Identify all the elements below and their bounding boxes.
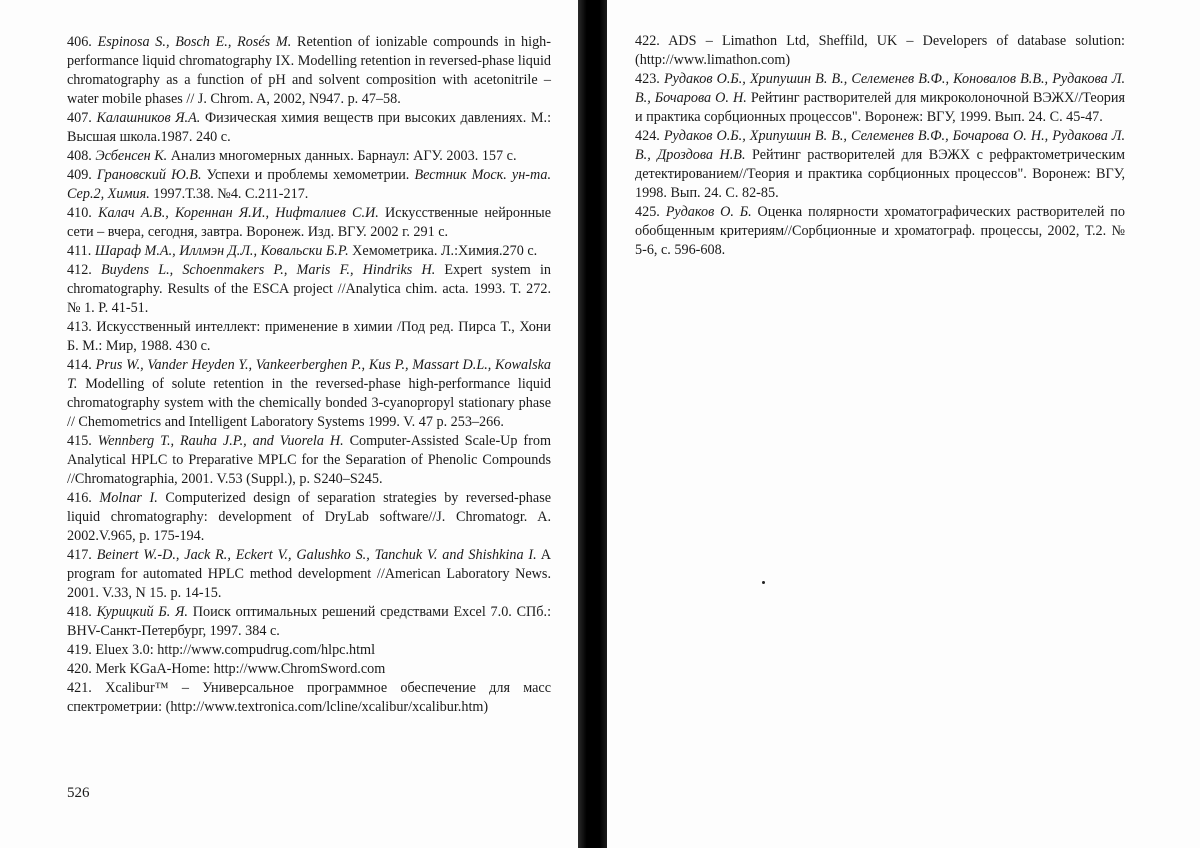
reference-num: 422. — [635, 33, 660, 49]
reference-entry — [67, 660, 551, 679]
reference-authors: Калач А.В., Кореннан Я.И., Нифталиев С.И. — [98, 205, 379, 221]
reference-authors: Курицкий Б. Я. — [96, 604, 188, 620]
reference-text: Хемометрика. Л.:Химия.270 с. — [352, 243, 538, 259]
reference-text: Оценка полярности хроматографических растворителей по обобщенным критериям//Сорбционные и хроматограф. процессы, 2002, Т.2. № 5-6, с. 596-608. — [635, 204, 1125, 258]
reference-entry — [67, 261, 551, 318]
reference-text: Computer-Assisted Scale-Up from Analytical HPLC to Preparative MPLC for the Separation of Phenolic Compounds //Chromatographia, 2001. V.53 (Suppl.), p. S240–S245. — [67, 433, 552, 487]
reference-entry — [67, 356, 551, 432]
reference-num: 412. — [67, 262, 92, 278]
reference-entry — [67, 432, 551, 489]
reference-text: Рейтинг растворителей для ВЭЖХ с рефрактометрическим детектированием//Теория и практика сорбционных процессов". Воронеж: ВГУ, 1998. Вып. 24. С. 82-85. — [635, 147, 1125, 201]
reference-text: Modelling of solute retention in the reversed-phase high-performance liquid chromatography system with the chemically bonded 3-cyanopropyl stationary phase // Chemometrics and Intelligent Laboratory Systems 1999. V. 47 p. 253–266. — [67, 376, 551, 430]
reference-authors: Эсбенсен К. — [95, 148, 168, 164]
reference-entry — [67, 641, 551, 660]
reference-text: Xcalibur™ – Универсальное программное обеспечение для масс спектрометрии: (http://www.textronica.com/lcline/xcalibur/xcalibur.htm) — [67, 680, 551, 715]
reference-num: 415. — [67, 433, 92, 449]
reference-entry — [635, 70, 1125, 127]
reference-num: 406. — [67, 34, 92, 50]
reference-num: 421. — [67, 680, 92, 696]
reference-entry — [67, 318, 551, 356]
reference-text: Искусственные нейронные сети – вчера, сегодня, завтра. Воронеж. Изд. ВГУ. 2002 г. 291 с. — [67, 205, 552, 240]
reference-entry — [635, 32, 1125, 70]
reference-authors: Buydens L., Schoenmakers P., Maris F., Hindriks H. — [100, 262, 436, 278]
reference-authors: Калашников Я.А. — [96, 110, 201, 126]
reference-entry — [67, 242, 551, 261]
reference-text: Анализ многомерных данных. Барнаул: АГУ. 2003. 157 с. — [170, 148, 517, 164]
reference-text: Computerized design of separation strategies by reversed-phase liquid chromatography: development of DryLab software//J. Chromatogr. A. 2002.V.965, p. 175-194. — [67, 490, 552, 544]
reference-entry — [635, 203, 1125, 260]
reference-num: 424. — [635, 128, 660, 144]
book-gutter — [578, 0, 607, 848]
reference-authors: Рудаков О.Б., Хрипушин В. В., Селеменев В.Ф., Бочарова О. Н., Рудакова Л. В., Дроздова Н.В. — [635, 128, 1126, 163]
reference-text: Искусственный интеллект: применение в химии /Под ред. Пирса Т., Хони Б. М.: Мир, 1988. 430 с. — [67, 319, 551, 354]
left-page — [0, 0, 578, 848]
reference-num: 420. — [67, 661, 92, 677]
reference-authors: Espinosa S., Bosch E., Rosés M. — [97, 34, 292, 50]
reference-authors: Рудаков О.Б., Хрипушин В. В., Селеменев В.Ф., Коновалов В.В., Рудакова Л. В., Бочарова О. Н. — [635, 71, 1126, 106]
reference-title-it: Вестник Моск. ун-та. Сер.2, Химия. — [67, 167, 552, 202]
reference-num: 409. — [67, 167, 92, 183]
reference-entry — [635, 127, 1125, 203]
reference-list-left — [67, 33, 551, 717]
reference-text: Eluex 3.0: http://www.compudrug.com/hlpc.html — [95, 642, 376, 658]
right-page — [607, 0, 1200, 848]
reference-text: Retention of ionizable compounds in high-performance liquid chromatography IX. Modelling retention in reversed-phase liquid chromatography as a function of pH and solvent composition with acetonitrile – water mobile phases // J. Chrom. A, 2002, N947. p. 47–58. — [67, 34, 552, 107]
reference-num: 417. — [67, 547, 92, 563]
reference-authors: Prus W., Vander Heyden Y., Vankeerberghen P., Kus P., Massart D.L., Kowalska T. — [67, 357, 551, 392]
scan-speck — [762, 581, 765, 584]
reference-authors: Beinert W.-D., Jack R., Eckert V., Galushko S., Tanchuk V. and Shishkina I. — [96, 547, 537, 563]
reference-num: 410. — [67, 205, 92, 221]
reference-text: Рейтинг растворителей для микроколоночной ВЭЖХ//Теория и практика сорбционных процессов". Воронеж: ВГУ, 1999. Вып. 24. С. 45-47. — [635, 90, 1125, 125]
reference-authors: Рудаков О. Б. — [665, 204, 752, 220]
reference-entry — [67, 603, 551, 641]
reference-text: Физическая химия веществ при высоких давлениях. М.: Высшая школа.1987. 240 с. — [67, 110, 552, 145]
reference-num: 408. — [67, 148, 92, 164]
reference-tail: 1997.Т.38. №4. С.211-217. — [153, 186, 309, 202]
reference-entry — [67, 204, 551, 242]
reference-num: 425. — [635, 204, 660, 220]
reference-num: 423. — [635, 71, 660, 87]
reference-text: Успехи и проблемы хемометрии. — [206, 167, 410, 183]
reference-num: 411. — [67, 243, 92, 259]
reference-authors: Грановский Ю.В. — [96, 167, 202, 183]
reference-authors: Molnar I. — [99, 490, 158, 506]
reference-num: 419. — [67, 642, 92, 658]
reference-num: 416. — [67, 490, 92, 506]
page-number: 526 — [67, 785, 90, 801]
reference-entry — [67, 33, 551, 109]
reference-list-right — [635, 32, 1125, 260]
reference-text: A program for automated HPLC method development //American Laboratory News. 2001. V.33, N 15. p. 14-15. — [67, 547, 552, 601]
reference-entry — [67, 109, 551, 147]
reference-entry — [67, 679, 551, 717]
reference-text: Merk KGaA-Home: http://www.ChromSword.com — [95, 661, 386, 677]
reference-text: Поиск оптимальных решений средствами Excel 7.0. СПб.: BHV-Санкт-Петербург, 1997. 384 с. — [67, 604, 552, 639]
reference-authors: Wennberg T., Rauha J.P., and Vuorela H. — [97, 433, 344, 449]
reference-num: 407. — [67, 110, 92, 126]
reference-num: 418. — [67, 604, 92, 620]
reference-entry — [67, 546, 551, 603]
reference-text: Expert system in chromatography. Results of the ESCA project //Analytica chim. acta. 1993. T. 272. № 1. P. 41-51. — [67, 262, 551, 316]
reference-authors: Шараф М.А., Иллмэн Д.Л., Ковальски Б.Р. — [94, 243, 349, 259]
reference-num: 413. — [67, 319, 92, 335]
reference-text: ADS – Limathon Ltd, Sheffild, UK – Developers of database solution: (http://www.limathon.com) — [635, 33, 1125, 68]
reference-entry — [67, 166, 551, 204]
reference-entry — [67, 147, 551, 166]
reference-entry — [67, 489, 551, 546]
reference-num: 414. — [67, 357, 92, 373]
